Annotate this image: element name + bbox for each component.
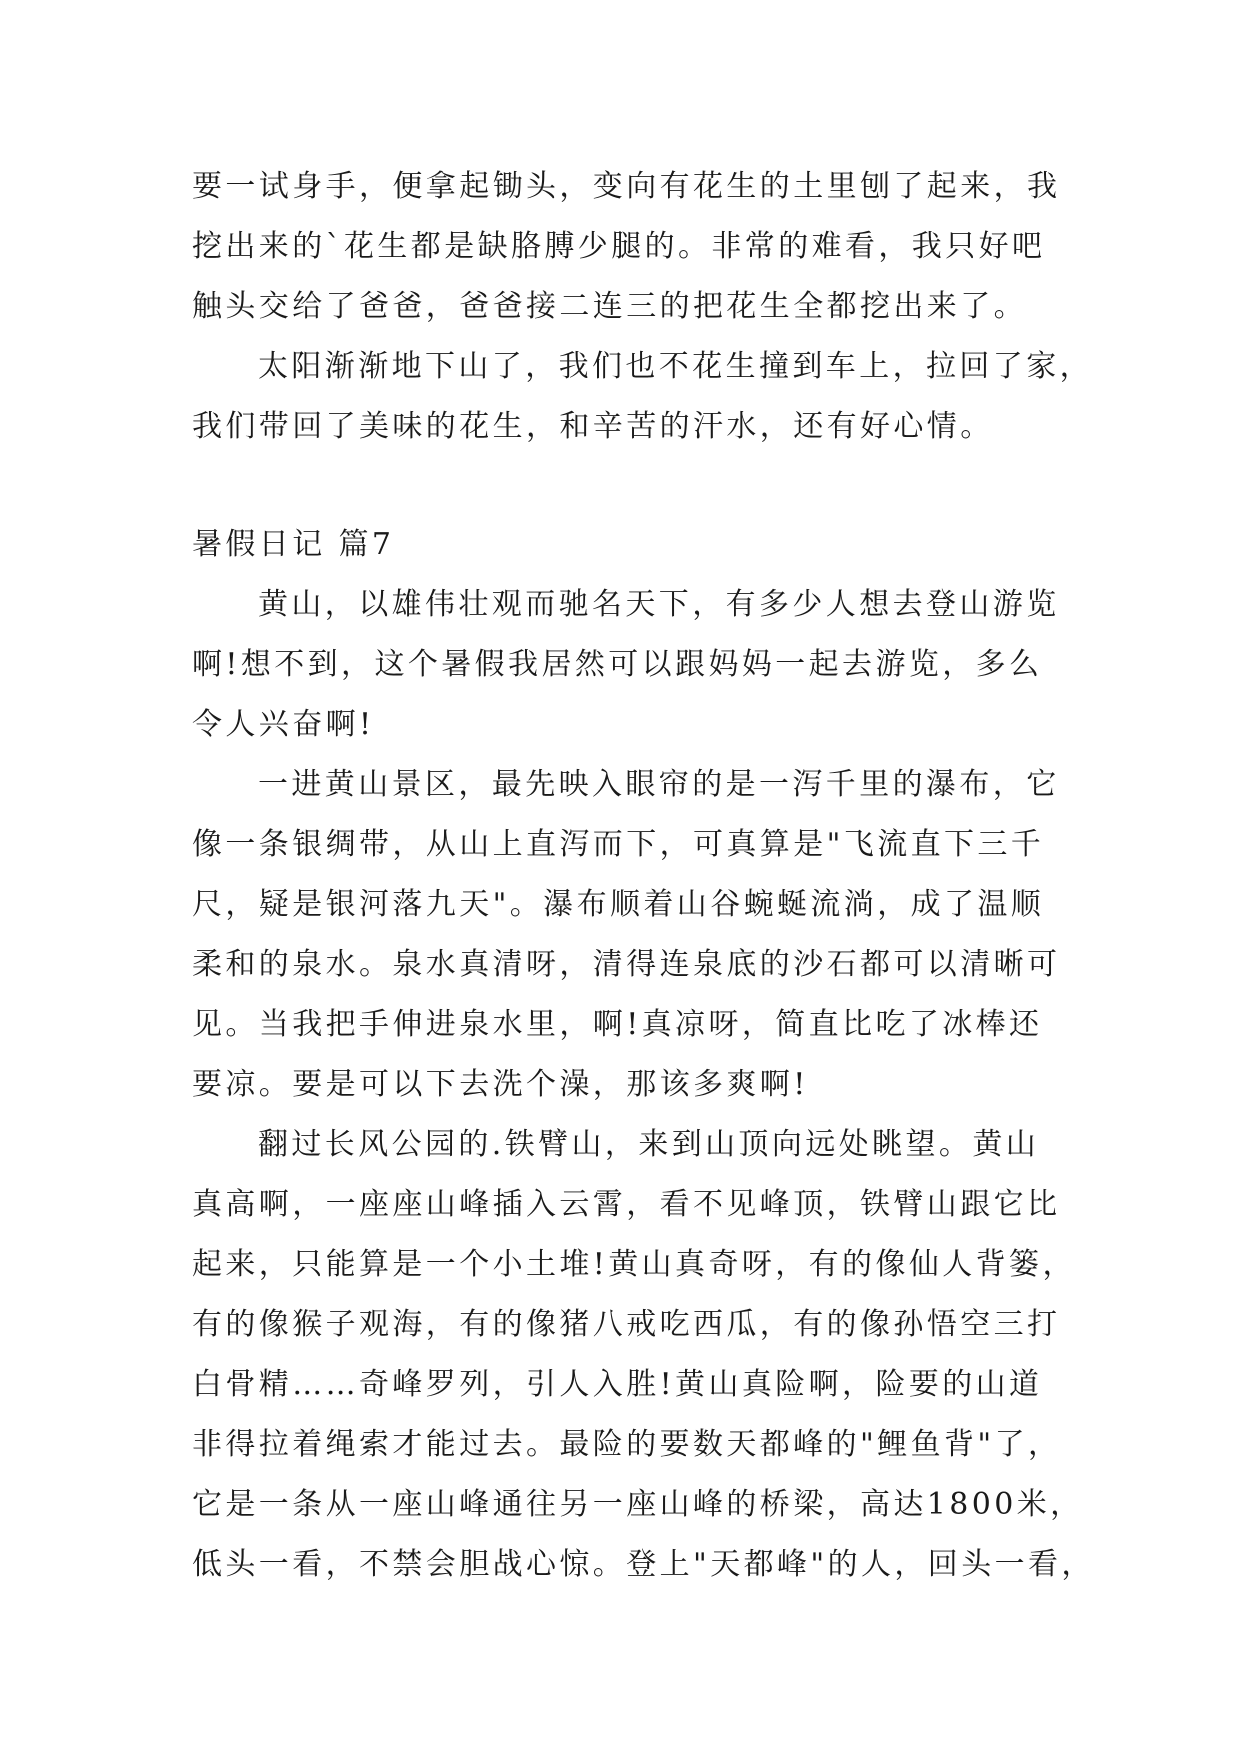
text-line: 挖出来的`花生都是缺胳膊少腿的。非常的难看，我只好吧	[192, 229, 1046, 264]
text-line: 令人兴奋啊!	[192, 707, 375, 742]
paragraph-intro-2	[192, 337, 1093, 457]
text-line: 我们带回了美味的花生，和辛苦的汗水，还有好心情。	[192, 409, 994, 444]
text-line: 要一试身手，便拿起锄头，变向有花生的土里刨了起来，我	[192, 169, 1061, 204]
text-line: 白骨精……奇峰罗列，引人入胜!黄山真险啊，险要的山道	[192, 1367, 1043, 1402]
text-line: 见。当我把手伸进泉水里，啊!真凉呀，简直比吃了冰棒还	[192, 1007, 1043, 1042]
text-line: 柔和的泉水。泉水真清呀，清得连泉底的沙石都可以清晰可	[192, 947, 1061, 982]
text-line: 要凉。要是可以下去洗个澡，那该多爽啊!	[192, 1067, 809, 1102]
paragraph-2	[192, 755, 1061, 1115]
text-line: 非得拉着绳索才能过去。最险的要数天都峰的"鲤鱼背"了，	[192, 1427, 1062, 1462]
text-line: 有的像猴子观海，有的像猪八戒吃西瓜，有的像孙悟空三打	[192, 1307, 1061, 1342]
text-line: 尺，疑是银河落九天"。瀑布顺着山谷蜿蜒流淌，成了温顺	[192, 887, 1045, 922]
paragraph-3	[192, 1115, 1095, 1595]
section-heading: 暑假日记 篇7	[192, 527, 395, 562]
paragraph-1	[192, 575, 1060, 755]
paragraph-intro-1	[192, 157, 1061, 337]
text-line: 低头一看，不禁会胆战心惊。登上"天都峰"的人，回头一看，	[192, 1547, 1095, 1582]
text-line: 它是一条从一座山峰通往另一座山峰的桥梁，高达1800米，	[192, 1487, 1084, 1522]
text-line: 黄山，以雄伟壮观而驰名天下，有多少人想去登山游览	[258, 587, 1060, 622]
text-line: 触头交给了爸爸，爸爸接二连三的把花生全都挖出来了。	[192, 289, 1027, 324]
document-page	[192, 157, 1095, 1595]
text-line: 起来，只能算是一个小土堆!黄山真奇呀，有的像仙人背篓，	[192, 1247, 1076, 1282]
text-line: 真高啊，一座座山峰插入云霄，看不见峰顶，铁臂山跟它比	[192, 1187, 1061, 1222]
text-line: 像一条银绸带，从山上直泻而下，可真算是"飞流直下三千	[192, 827, 1045, 862]
text-line: 一进黄山景区，最先映入眼帘的是一泻千里的瀑布，它	[258, 767, 1060, 802]
text-line: 翻过长风公园的.铁臂山，来到山顶向远处眺望。黄山	[258, 1127, 1040, 1162]
text-line: 太阳渐渐地下山了，我们也不花生撞到车上，拉回了家，	[258, 349, 1093, 384]
text-line: 啊!想不到，这个暑假我居然可以跟妈妈一起去游览，多么	[192, 647, 1043, 682]
